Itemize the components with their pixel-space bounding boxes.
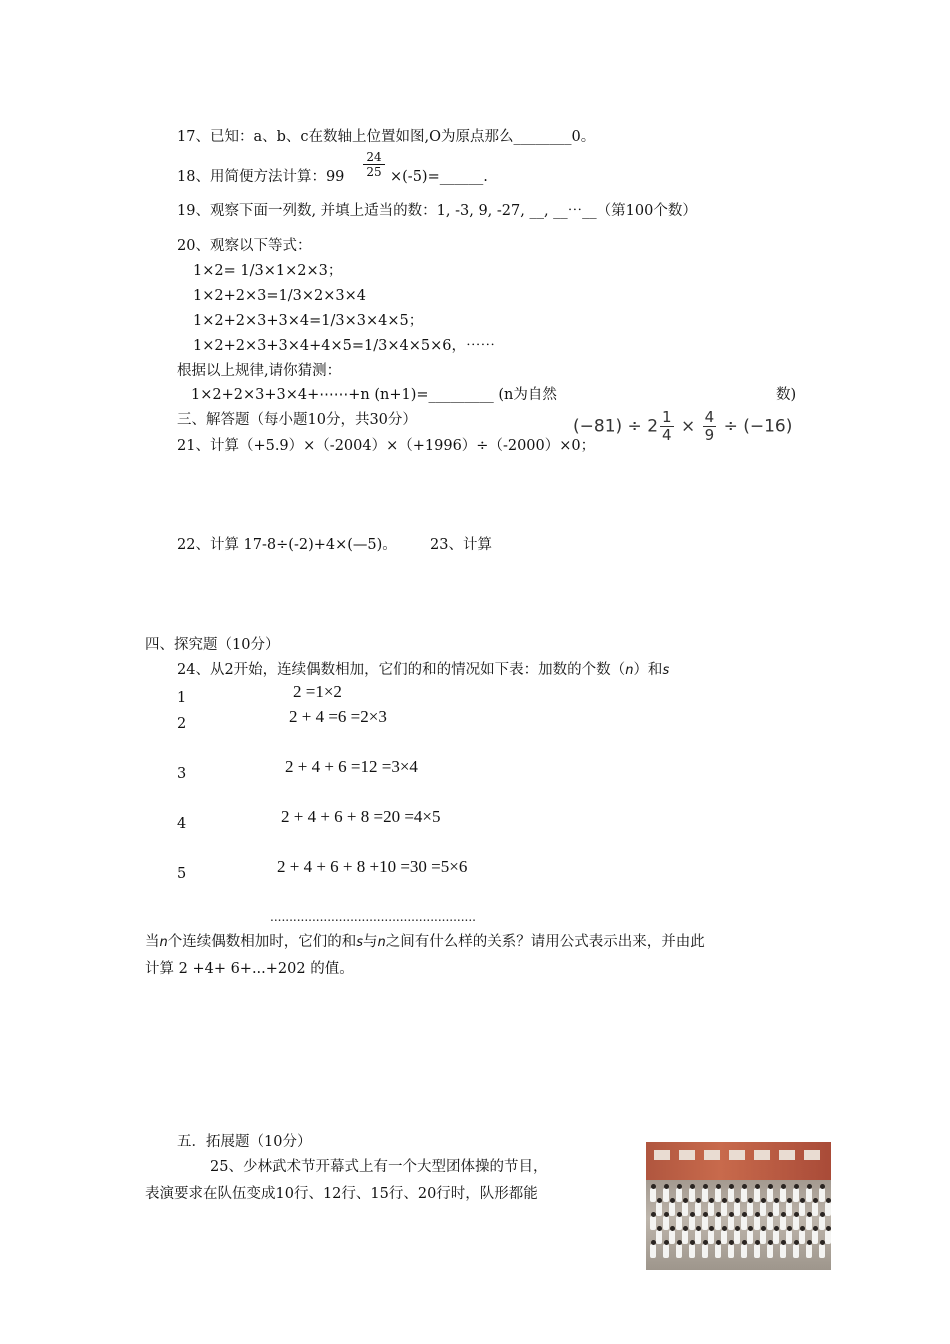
question-20-formula: 1×2+2×3+3×4+⋯⋯+n (n+1)=_________ (n为自然 (191, 387, 557, 403)
photo-person-head (690, 1184, 695, 1189)
photo-window (679, 1150, 695, 1160)
question-20-title: 20、观察以下等式： (177, 238, 312, 254)
photo-person (741, 1188, 747, 1202)
photo-person (669, 1230, 675, 1244)
photo-window (754, 1150, 770, 1160)
expr-fraction-2: $\frac{4}{9}$ (704, 408, 715, 444)
photo-person-head (794, 1212, 799, 1217)
photo-person-head (813, 1198, 818, 1203)
photo-person (663, 1216, 669, 1230)
photo-window (704, 1150, 720, 1160)
photo-person (650, 1244, 656, 1258)
photo-person (793, 1188, 799, 1202)
photo-person (728, 1216, 734, 1230)
photo-person (819, 1188, 825, 1202)
photo-person (734, 1230, 740, 1244)
group-exercise-photo (646, 1142, 831, 1270)
photo-person (715, 1216, 721, 1230)
photo-person (715, 1244, 721, 1258)
photo-person-head (664, 1240, 669, 1245)
photo-person (760, 1202, 766, 1216)
row-eq-2: 2 + 4 =6 =2×3 (289, 707, 387, 726)
photo-person (773, 1202, 779, 1216)
photo-person-head (800, 1226, 805, 1231)
question-20-line-4: 1×2+2×3+3×4+4×5=1/3×4×5×6，⋯⋯ (193, 338, 495, 354)
photo-person-head (709, 1198, 714, 1203)
photo-person (741, 1216, 747, 1230)
photo-person (676, 1216, 682, 1230)
photo-person-head (670, 1226, 675, 1231)
photo-person (663, 1244, 669, 1258)
photo-person (747, 1202, 753, 1216)
photo-person (806, 1244, 812, 1258)
photo-person-head (677, 1212, 682, 1217)
question-24-question: 当n个连续偶数相加时，它们的和s与n之间有什么样的关系？请用公式表示出来，并由此 (145, 934, 705, 950)
photo-person (708, 1202, 714, 1216)
fraction-numerator: 24 (366, 150, 382, 164)
row-eq-3: 2 + 4 + 6 =12 =3×4 (285, 757, 418, 776)
question-19: 19、观察下面一列数, 并填上适当的数：1, -3, 9, -27, __, __⋯__（第100个数） (177, 203, 697, 219)
photo-person-head (716, 1212, 721, 1217)
photo-person (682, 1202, 688, 1216)
photo-person-head (729, 1240, 734, 1245)
photo-person (747, 1230, 753, 1244)
photo-person (715, 1188, 721, 1202)
photo-person (689, 1244, 695, 1258)
photo-person-head (813, 1226, 818, 1231)
photo-person (760, 1230, 766, 1244)
photo-person (702, 1188, 708, 1202)
row-eq-5: 2 + 4 + 6 + 8 +10 =30 =5×6 (277, 857, 468, 876)
photo-person-head (664, 1212, 669, 1217)
question-23-expression (573, 409, 792, 444)
photo-person (812, 1230, 818, 1244)
photo-person (702, 1216, 708, 1230)
photo-person-head (677, 1240, 682, 1245)
var-s: s (356, 935, 364, 950)
var-n: n (377, 935, 386, 950)
photo-person (767, 1216, 773, 1230)
photo-person-head (800, 1198, 805, 1203)
photo-person-head (774, 1226, 779, 1231)
photo-person (812, 1202, 818, 1216)
photo-person-head (703, 1212, 708, 1217)
question-20-line-3: 1×2+2×3+3×4=1/3×3×4×5； (193, 313, 424, 329)
photo-person (676, 1244, 682, 1258)
photo-window (804, 1150, 820, 1160)
photo-person-head (761, 1226, 766, 1231)
photo-person-head (696, 1226, 701, 1231)
question-22: 22、计算 17-8÷(-2)+4×(—5)。 (177, 537, 397, 553)
photo-person (656, 1202, 662, 1216)
photo-person-head (703, 1184, 708, 1189)
photo-person-head (716, 1184, 721, 1189)
photo-person-head (651, 1212, 656, 1217)
var-s: s (662, 663, 670, 678)
photo-person-head (755, 1212, 760, 1217)
question-24-compute: 计算 2 +4+ 6+...+202 的值。 (145, 961, 354, 977)
question-18-suffix: ×(-5)=______. (390, 169, 488, 185)
photo-person-head (651, 1184, 656, 1189)
var-n: n (625, 663, 634, 678)
question-20-formula-end: 数) (776, 387, 797, 403)
question-18-prefix: 18、用简便方法计算：99 (177, 169, 345, 185)
photo-person (780, 1244, 786, 1258)
photo-person-head (787, 1198, 792, 1203)
photo-person-head (722, 1226, 727, 1231)
photo-person (773, 1230, 779, 1244)
photo-person-head (807, 1240, 812, 1245)
photo-person-head (690, 1240, 695, 1245)
photo-person-head (735, 1226, 740, 1231)
expr-times: × (680, 416, 696, 437)
photo-person-head (748, 1226, 753, 1231)
photo-person-head (716, 1240, 721, 1245)
photo-person-head (748, 1198, 753, 1203)
section-5-heading: 五．拓展题（10分） (177, 1134, 312, 1150)
photo-person-head (709, 1226, 714, 1231)
photo-person-head (722, 1198, 727, 1203)
photo-person (786, 1230, 792, 1244)
row-eq-4: 2 + 4 + 6 + 8 =20 =4×5 (281, 807, 441, 826)
photo-person (754, 1244, 760, 1258)
photo-person-head (781, 1212, 786, 1217)
var-n: n (159, 935, 168, 950)
photo-person-head (755, 1184, 760, 1189)
photo-person (728, 1188, 734, 1202)
row-n-5: 5 (177, 866, 187, 882)
photo-person-head (657, 1226, 662, 1231)
photo-person (780, 1188, 786, 1202)
photo-person (767, 1244, 773, 1258)
photo-person (799, 1230, 805, 1244)
photo-person-head (742, 1212, 747, 1217)
photo-person-head (729, 1184, 734, 1189)
question-21: 21、计算（+5.9）×（-2004）×（+1996）÷（-2000）×0； (177, 438, 596, 454)
question-20-guess: 根据以上规律,请你猜测： (177, 363, 342, 379)
photo-person (669, 1202, 675, 1216)
photo-person (650, 1216, 656, 1230)
photo-person-head (807, 1212, 812, 1217)
photo-person (754, 1188, 760, 1202)
question-18-fraction (363, 150, 385, 179)
photo-person (793, 1244, 799, 1258)
photo-person (806, 1188, 812, 1202)
question-24-intro: 24、从2开始，连续偶数相加，它们的和的情况如下表：加数的个数（n）和s (177, 662, 670, 678)
photo-person (721, 1202, 727, 1216)
photo-person-head (677, 1184, 682, 1189)
photo-person-head (787, 1226, 792, 1231)
question-20-line-2: 1×2+2×3=1/3×2×3×4 (193, 288, 366, 304)
photo-person-head (729, 1212, 734, 1217)
fraction-denominator: 25 (366, 165, 382, 179)
question-20-line-1: 1×2= 1/3×1×2×3； (193, 263, 343, 279)
continuation-dots: ...................................................... (270, 910, 476, 924)
photo-person (741, 1244, 747, 1258)
photo-person-head (807, 1184, 812, 1189)
photo-person-head (794, 1240, 799, 1245)
photo-person-head (768, 1212, 773, 1217)
photo-window (729, 1150, 745, 1160)
photo-person (689, 1216, 695, 1230)
photo-person (708, 1230, 714, 1244)
photo-person-head (690, 1212, 695, 1217)
photo-person (819, 1216, 825, 1230)
photo-person-head (683, 1198, 688, 1203)
photo-person (656, 1230, 662, 1244)
photo-person (676, 1188, 682, 1202)
photo-person (682, 1230, 688, 1244)
expr-left: (−81) ÷ 2 (573, 416, 659, 437)
photo-person-head (820, 1212, 825, 1217)
photo-person-head (651, 1240, 656, 1245)
photo-person-head (657, 1198, 662, 1203)
photo-person (734, 1202, 740, 1216)
photo-person-head (768, 1184, 773, 1189)
question-25-line-1: 25、少林武术节开幕式上有一个大型团体操的节目， (210, 1159, 548, 1175)
photo-person-head (826, 1226, 831, 1231)
photo-person (702, 1244, 708, 1258)
photo-person (806, 1216, 812, 1230)
photo-person (786, 1202, 792, 1216)
photo-crowd (646, 1182, 831, 1252)
photo-person (695, 1230, 701, 1244)
photo-person (767, 1188, 773, 1202)
photo-building (646, 1142, 831, 1180)
photo-person (819, 1244, 825, 1258)
photo-person-head (683, 1226, 688, 1231)
photo-person (793, 1216, 799, 1230)
row-n-3: 3 (177, 766, 187, 782)
photo-person-head (742, 1184, 747, 1189)
photo-person (689, 1188, 695, 1202)
photo-person-head (794, 1184, 799, 1189)
photo-person-head (820, 1184, 825, 1189)
question-17: 17、已知：a、b、c在数轴上位置如图,O为原点那么________0。 (177, 129, 596, 145)
photo-person-head (774, 1198, 779, 1203)
photo-person-head (735, 1198, 740, 1203)
photo-person-head (670, 1198, 675, 1203)
photo-person (695, 1202, 701, 1216)
photo-window (654, 1150, 670, 1160)
photo-person (650, 1188, 656, 1202)
expr-right: ÷ (−16) (723, 416, 793, 437)
photo-person (728, 1244, 734, 1258)
photo-window (779, 1150, 795, 1160)
photo-person (825, 1202, 831, 1216)
question-25-line-2: 表演要求在队伍变成10行、12行、15行、20行时，队形都能 (145, 1186, 538, 1202)
row-eq-1: 2 =1×2 (293, 682, 342, 701)
photo-person-head (755, 1240, 760, 1245)
photo-person (799, 1202, 805, 1216)
row-n-1: 1 (177, 690, 187, 706)
photo-person-head (768, 1240, 773, 1245)
question-23: 23、计算 (430, 537, 492, 553)
photo-person (663, 1188, 669, 1202)
photo-person-head (820, 1240, 825, 1245)
photo-person-head (703, 1240, 708, 1245)
photo-person-head (761, 1198, 766, 1203)
photo-person (721, 1230, 727, 1244)
row-n-2: 2 (177, 716, 187, 732)
section-4-heading: 四、探究题（10分） (145, 637, 280, 653)
photo-person-head (742, 1240, 747, 1245)
section-3-heading: 三、解答题（每小题10分，共30分） (177, 412, 417, 428)
row-n-4: 4 (177, 816, 187, 832)
photo-person-head (781, 1240, 786, 1245)
photo-person-head (664, 1184, 669, 1189)
photo-person-head (826, 1198, 831, 1203)
photo-person (825, 1230, 831, 1244)
photo-person (754, 1216, 760, 1230)
expr-fraction-1: $\frac{1}{4}$ (662, 408, 672, 444)
photo-person-head (781, 1184, 786, 1189)
photo-person (780, 1216, 786, 1230)
photo-person-head (696, 1198, 701, 1203)
